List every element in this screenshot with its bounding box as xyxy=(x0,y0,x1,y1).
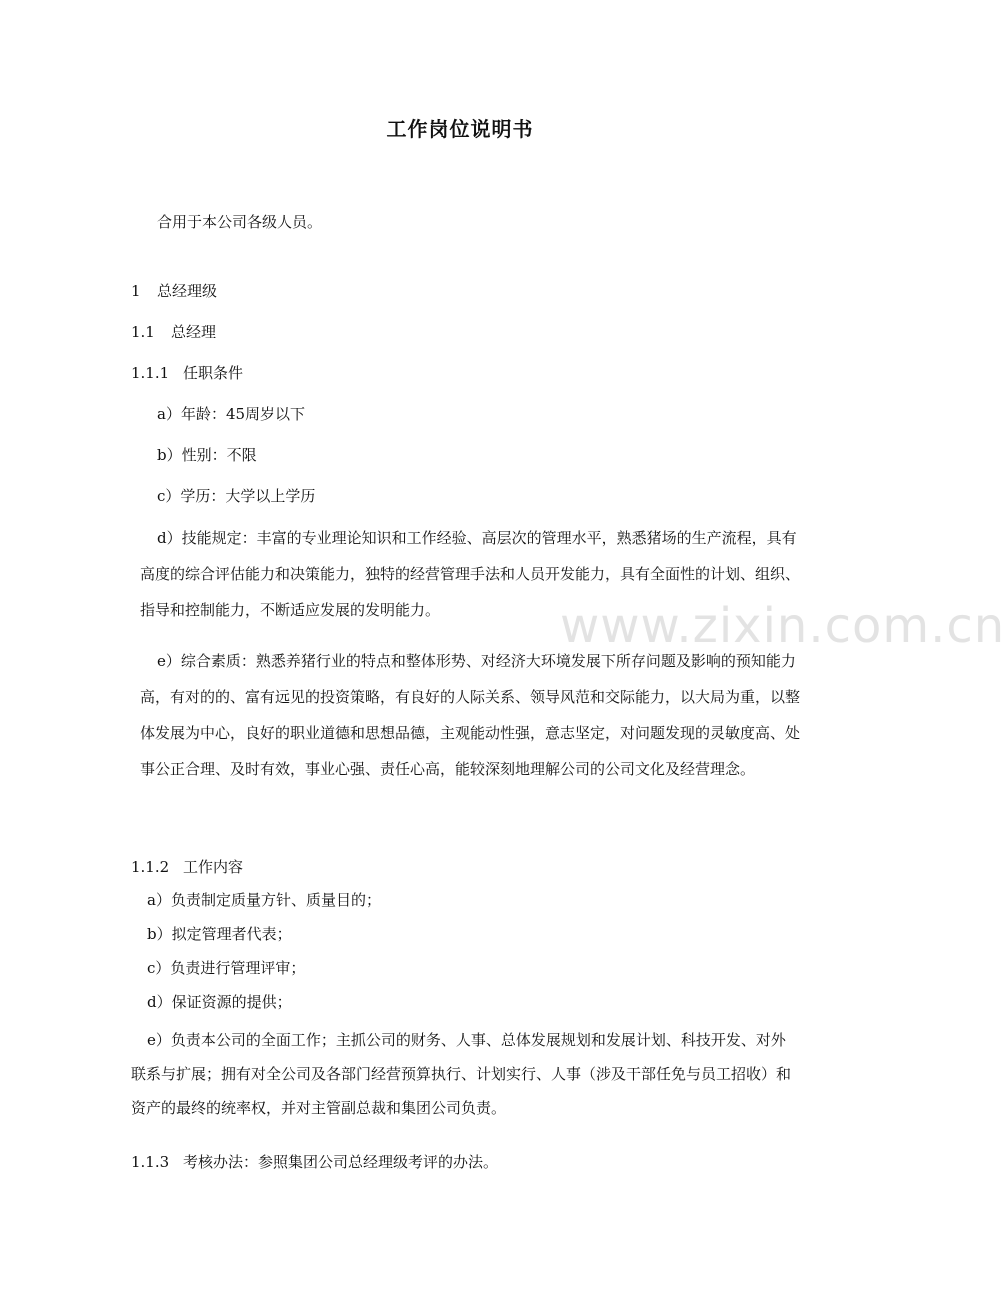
section-1-1-3-heading xyxy=(131,1152,498,1172)
requirement-age: a）年龄：45周岁以下 xyxy=(157,405,306,423)
duty-overall: e）负责本公司的全面工作；主抓公司的财务、人事、总体发展规划和发展计划、科技开发、对外联系与扩展；拥有对全公司及各部门经营预算执行、计划实行、人事（涉及干部任免与员工招收）和资产的最终的统率权，并对主管副总裁和集团公司负责。 xyxy=(131,1031,792,1117)
section-number: 1.1.2 xyxy=(131,858,170,876)
section-1-heading xyxy=(131,281,217,301)
section-label: 任职条件 xyxy=(183,364,244,382)
section-number: 1.1 xyxy=(131,323,155,341)
section-1-1-1-heading xyxy=(131,363,243,383)
duty-management-review: c）负责进行管理评审； xyxy=(147,959,306,977)
section-label: 工作内容 xyxy=(183,858,244,876)
requirement-education: c）学历：大学以上学历 xyxy=(157,487,316,505)
page-title: 工作岗位说明书 xyxy=(386,117,534,141)
section-label: 总经理级 xyxy=(157,282,218,300)
duty-resources: d）保证资源的提供； xyxy=(147,993,292,1011)
watermark: www.zixin.com.cn xyxy=(560,598,1005,654)
duty-appoint-representative: b）拟定管理者代表； xyxy=(147,925,292,943)
requirement-skills: d）技能规定：丰富的专业理论知识和工作经验、高层次的管理水平，熟悉猪场的生产流程，具有高度的综合评估能力和决策能力，独特的经营管理手法和人员开发能力，具有全面性的计划、组织、指导和控制能力，不断适应发展的发明能力。 xyxy=(140,529,801,619)
duty-quality-policy: a）负责制定质量方针、质量目的； xyxy=(147,891,381,909)
section-1-1-2-heading xyxy=(131,857,243,877)
intro-text: 合用于本公司各级人员。 xyxy=(157,213,323,231)
section-label: 考核办法：参照集团公司总经理级考评的办法。 xyxy=(183,1153,499,1171)
section-label: 总经理 xyxy=(171,323,217,341)
section-1-1-heading xyxy=(131,322,216,342)
section-number: 1.1.1 xyxy=(131,364,170,382)
section-number: 1 xyxy=(131,282,141,300)
requirement-gender: b）性别：不限 xyxy=(157,446,257,464)
section-number: 1.1.3 xyxy=(131,1153,170,1171)
requirement-qualities: e）综合素质：熟悉养猪行业的特点和整体形势、对经济大环境发展下所存问题及影响的预知能力高，有对的的、富有远见的投资策略，有良好的人际关系、领导风范和交际能力，以大局为重，以整体发展为中心，良好的职业道德和思想品德，主观能动性强，意志坚定，对问题发现的灵敏度高、处事公正合理、及时有效，事业心强、责任心高，能较深刻地理解公司的公司文化及经营理念。 xyxy=(140,652,801,778)
